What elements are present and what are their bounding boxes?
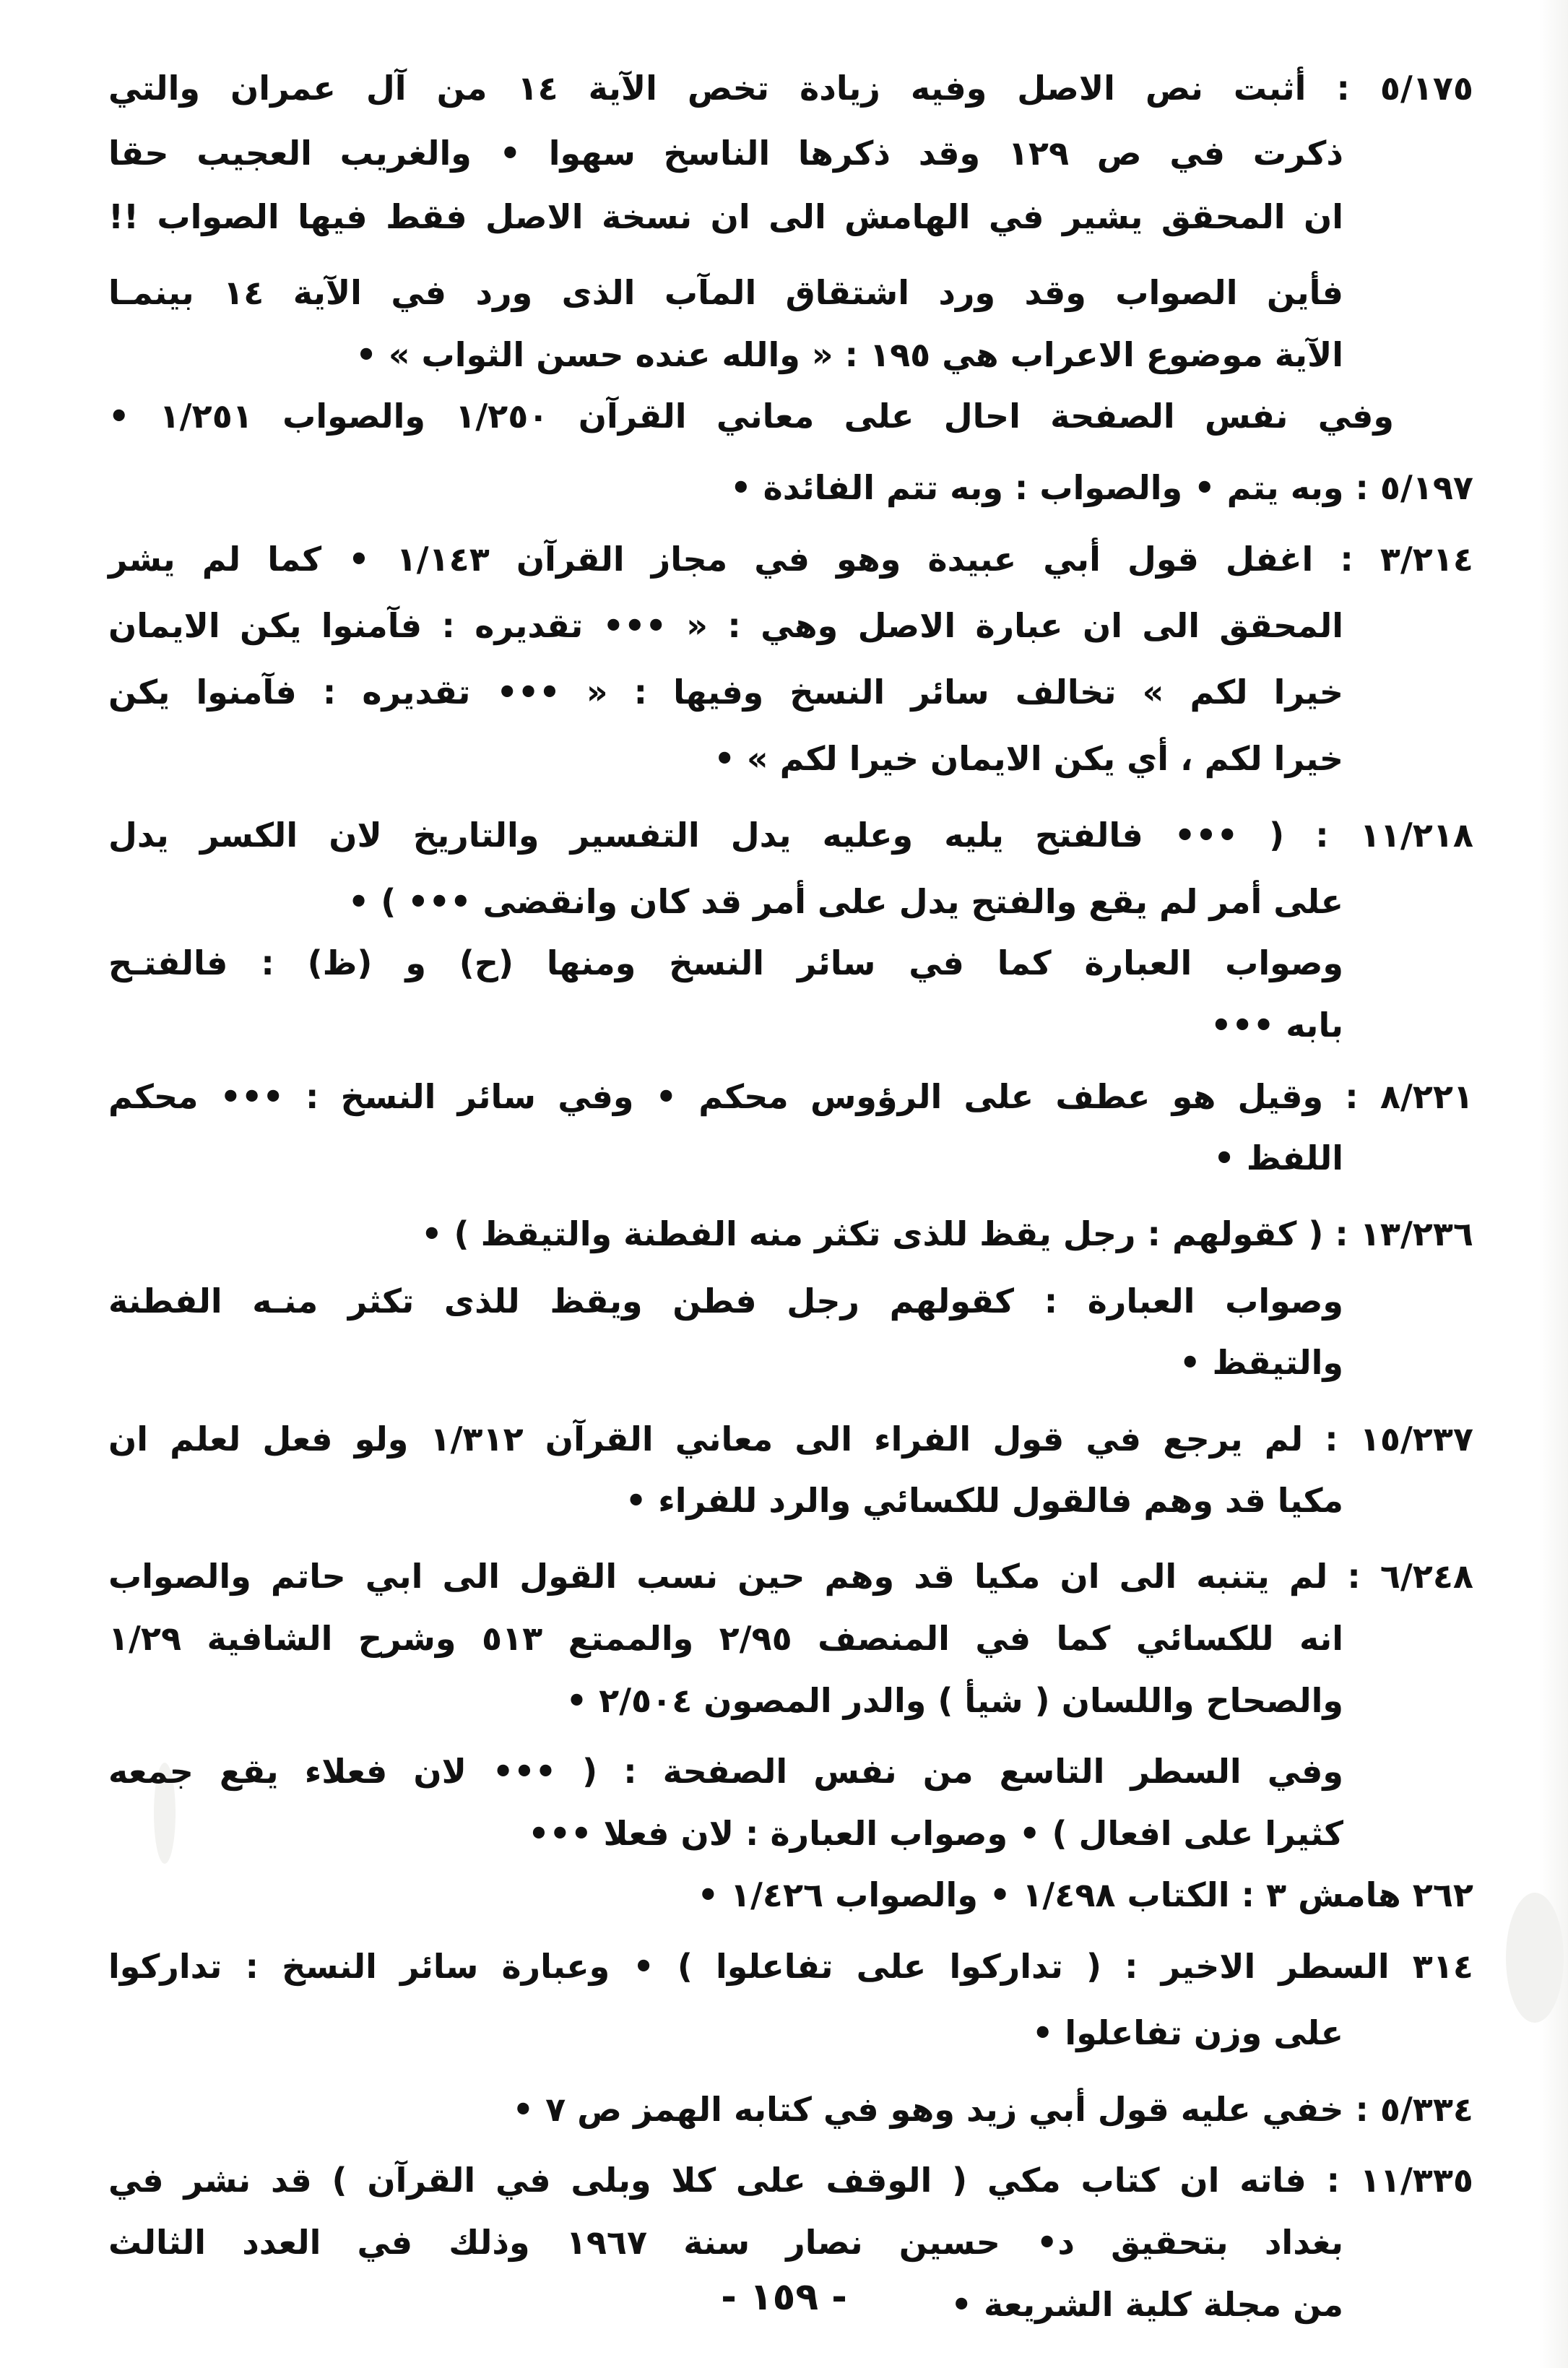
entry-line: كثيرا على افعال ) • وصواب العبارة : لان فعلا •••: [528, 1814, 1343, 1853]
entry-line: والصحاح واللسان ( شيأ ) والدر المصون ٢/٥٠٤ •: [566, 1681, 1343, 1720]
entry-line: ١١/٣٣٥ : فاته ان كتاب مكي ( الوقف على كلا وبلى في القرآن ) قد نشر في: [108, 2161, 1473, 2200]
entry-line: خيرا لكم ، أي يكن الايمان خيرا لكم » •: [714, 739, 1343, 778]
entry-line: بغداد بتحقيق د• حسين نصار سنة ١٩٦٧ وذلك في العدد الثالث: [108, 2223, 1343, 2262]
entry-line: مكيا قد وهم فالقول للكسائي والرد للفراء •: [625, 1481, 1343, 1520]
entry-line: والتيقظ •: [1179, 1343, 1343, 1382]
entry-line: ان المحقق يشير في الهامش الى ان نسخة الاصل فقط فيها الصواب !!: [108, 197, 1343, 236]
entry-line: ٨/٢٢١ : وقيل هو عطف على الرؤوس محكم • وفي سائر النسخ : ••• محكم: [108, 1077, 1473, 1116]
page-number: - ١٥٩ -: [721, 2276, 847, 2319]
entry-line: على أمر لم يقع والفتح يدل على أمر قد كان وانقضى ••• ) •: [347, 882, 1343, 921]
entry-line: من مجلة كلية الشريعة •: [950, 2285, 1343, 2324]
entry-line: وفي نفس الصفحة احال على معاني القرآن ١/٢٥٠ والصواب ١/٢٥١ •: [108, 397, 1394, 436]
entry-line: ٢٦٢ هامش ٣ : الكتاب ١/٤٩٨ • والصواب ١/٤٢٦ •: [697, 1875, 1473, 1914]
entry-line: المحقق الى ان عبارة الاصل وهي : « ••• تقديره : فآمنوا يكن الايمان: [108, 606, 1343, 645]
entry-line: ١١/٢١٨ : ( ••• فالفتح يليه وعليه يدل التفسير والتاريخ لان الكسر يدل: [108, 816, 1473, 855]
entry-line: ١٣/٢٣٦ : ( كقولهم : رجل يقظ للذى تكثر منه الفطنة والتيقظ ) •: [421, 1214, 1473, 1253]
entry-line: الآية موضوع الاعراب هي ١٩٥ : « والله عنده حسن الثواب » •: [355, 335, 1343, 374]
entry-line: وفي السطر التاسع من نفس الصفحة : ( ••• لان فعلاء يقع جمعه: [108, 1752, 1343, 1791]
entry-line: اللفظ •: [1213, 1138, 1343, 1177]
entry-line: وصواب العبارة : كقولهم رجل فطن ويقظ للذى تكثر منـه الفطنة: [108, 1282, 1343, 1321]
entry-line: ٥/٣٣٤ : خفي عليه قول أبي زيد وهو في كتابه الهمز ص ٧ •: [512, 2090, 1473, 2129]
entry-line: بابه •••: [1210, 1006, 1343, 1045]
scan-smudge: [1506, 1893, 1564, 2023]
entry-line: انه للكسائي كما في المنصف ٢/٩٥ والممتع ٥١٣ وشرح الشافية ١/٢٩: [108, 1619, 1343, 1658]
entry-line: فأين الصواب وقد ورد اشتقاق المآب الذى ورد في الآية ١٤ بينمـا: [108, 273, 1343, 312]
entry-line: ذكرت في ص ١٢٩ وقد ذكرها الناسخ سهوا • والغريب العجيب حقا: [108, 134, 1343, 173]
entry-line: وصواب العبارة كما في سائر النسخ ومنها (ح) و (ظ) : فالفتـح: [108, 943, 1343, 982]
entry-line: ٣/٢١٤ : اغفل قول أبي عبيدة وهو في مجاز القرآن ١/١٤٣ • كما لم يشر: [108, 540, 1473, 579]
entry-line: ٥/١٧٥ : أثبت نص الاصل وفيه زيادة تخص الآية ١٤ من آل عمران والتي: [108, 69, 1473, 108]
entry-line: ٦/٢٤٨ : لم يتنبه الى ان مكيا قد وهم حين نسب القول الى ابي حاتم والصواب: [108, 1557, 1473, 1596]
entry-line: خيرا لكم » تخالف سائر النسخ وفيها : « ••• تقديره : فآمنوا يكن: [108, 673, 1343, 712]
entry-line: على وزن تفاعلوا •: [1032, 2013, 1343, 2052]
entry-line: ١٥/٢٣٧ : لم يرجع في قول الفراء الى معاني القرآن ١/٣١٢ ولو فعل لعلم ان: [108, 1419, 1473, 1459]
entry-line: ٥/١٩٧ : وبه يتم • والصواب : وبه تتم الفائدة •: [730, 468, 1473, 507]
entry-line: ٣١٤ السطر الاخير : ( تداركوا على تفاعلوا ) • وعبارة سائر النسخ : تداركوا: [108, 1947, 1473, 1986]
